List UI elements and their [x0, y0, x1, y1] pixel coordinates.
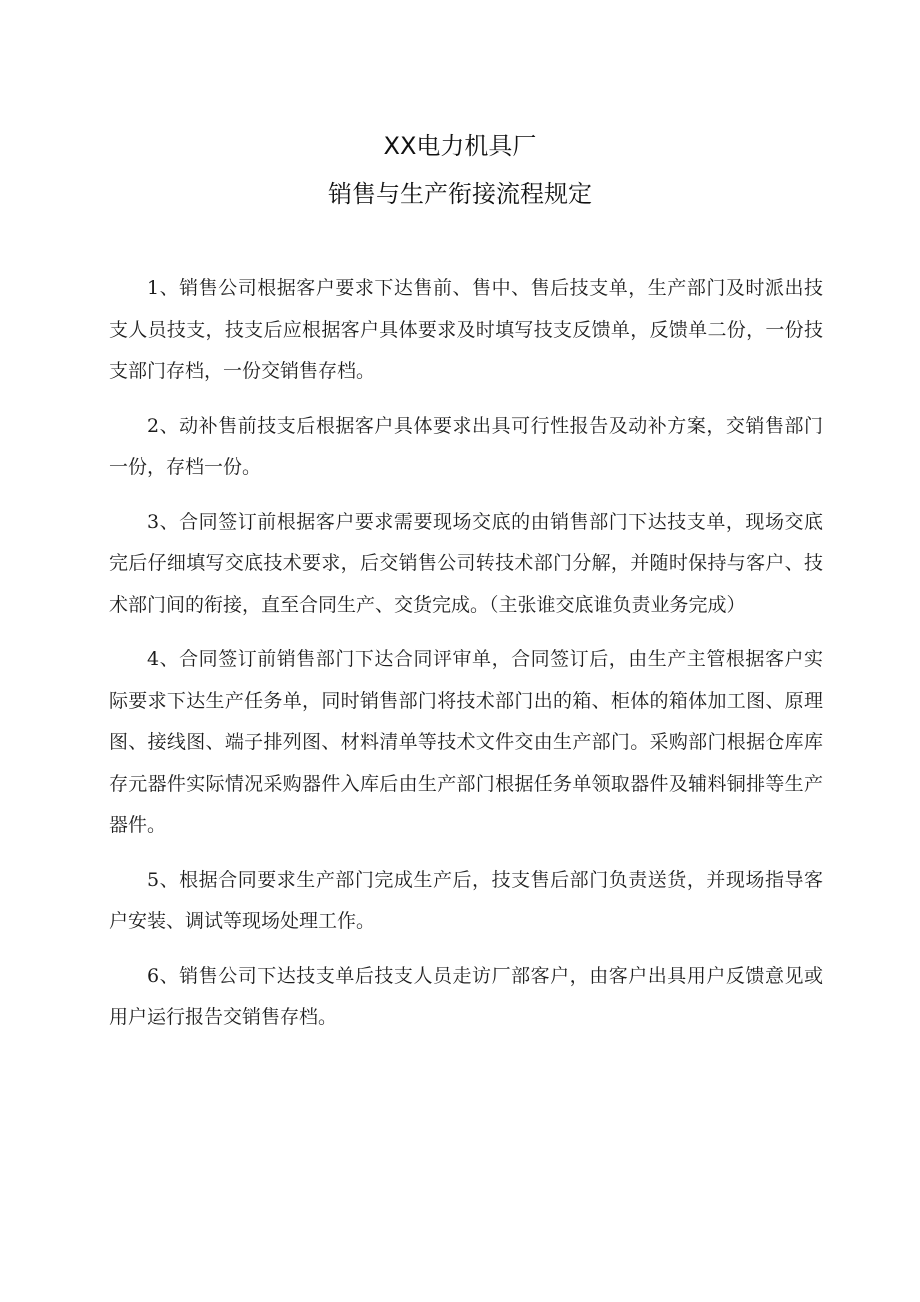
document-body	[109, 268, 823, 1052]
paragraph-4: 4、合同签订前销售部门下达合同评审单，合同签订后，由生产主管根据客户实际要求下达生产任务单，同时销售部门将技术部门出的箱、柜体的箱体加工图、原理图、接线图、端子排列图、材料清单等技术文件交由生产部门。采购部门根据仓库库存元器件实际情况采购器件入库后由生产部门根据任务单领取器件及辅料铜排等生产器件。	[109, 648, 823, 836]
paragraph-3: 3、合同签订前根据客户要求需要现场交底的由销售部门下达技支单，现场交底完后仔细填写交底技术要求，后交销售公司转技术部门分解，并随时保持与客户、技术部门间的衔接，直至合同生产、交货完成。（主张谁交底谁负责业务完成）	[109, 510, 823, 616]
title-company: XX电力机具厂	[383, 132, 537, 160]
document-title	[0, 126, 920, 220]
paragraph-5: 5、根据合同要求生产部门完成生产后，技支售后部门负责送货，并现场指导客户安装、调试等现场处理工作。	[109, 868, 823, 932]
paragraph-2: 2、动补售前技支后根据客户具体要求出具可行性报告及动补方案，交销售部门一份，存档一份。	[109, 414, 823, 478]
title-regulation: 销售与生产衔接流程规定	[328, 180, 592, 208]
paragraph-1: 1、销售公司根据客户要求下达售前、售中、售后技支单，生产部门及时派出技支人员技支，技支后应根据客户具体要求及时填写技支反馈单，反馈单二份，一份技支部门存档，一份交销售存档。	[109, 277, 823, 382]
paragraph-6: 6、销售公司下达技支单后技支人员走访厂部客户，由客户出具用户反馈意见或用户运行报告交销售存档。	[109, 964, 823, 1028]
